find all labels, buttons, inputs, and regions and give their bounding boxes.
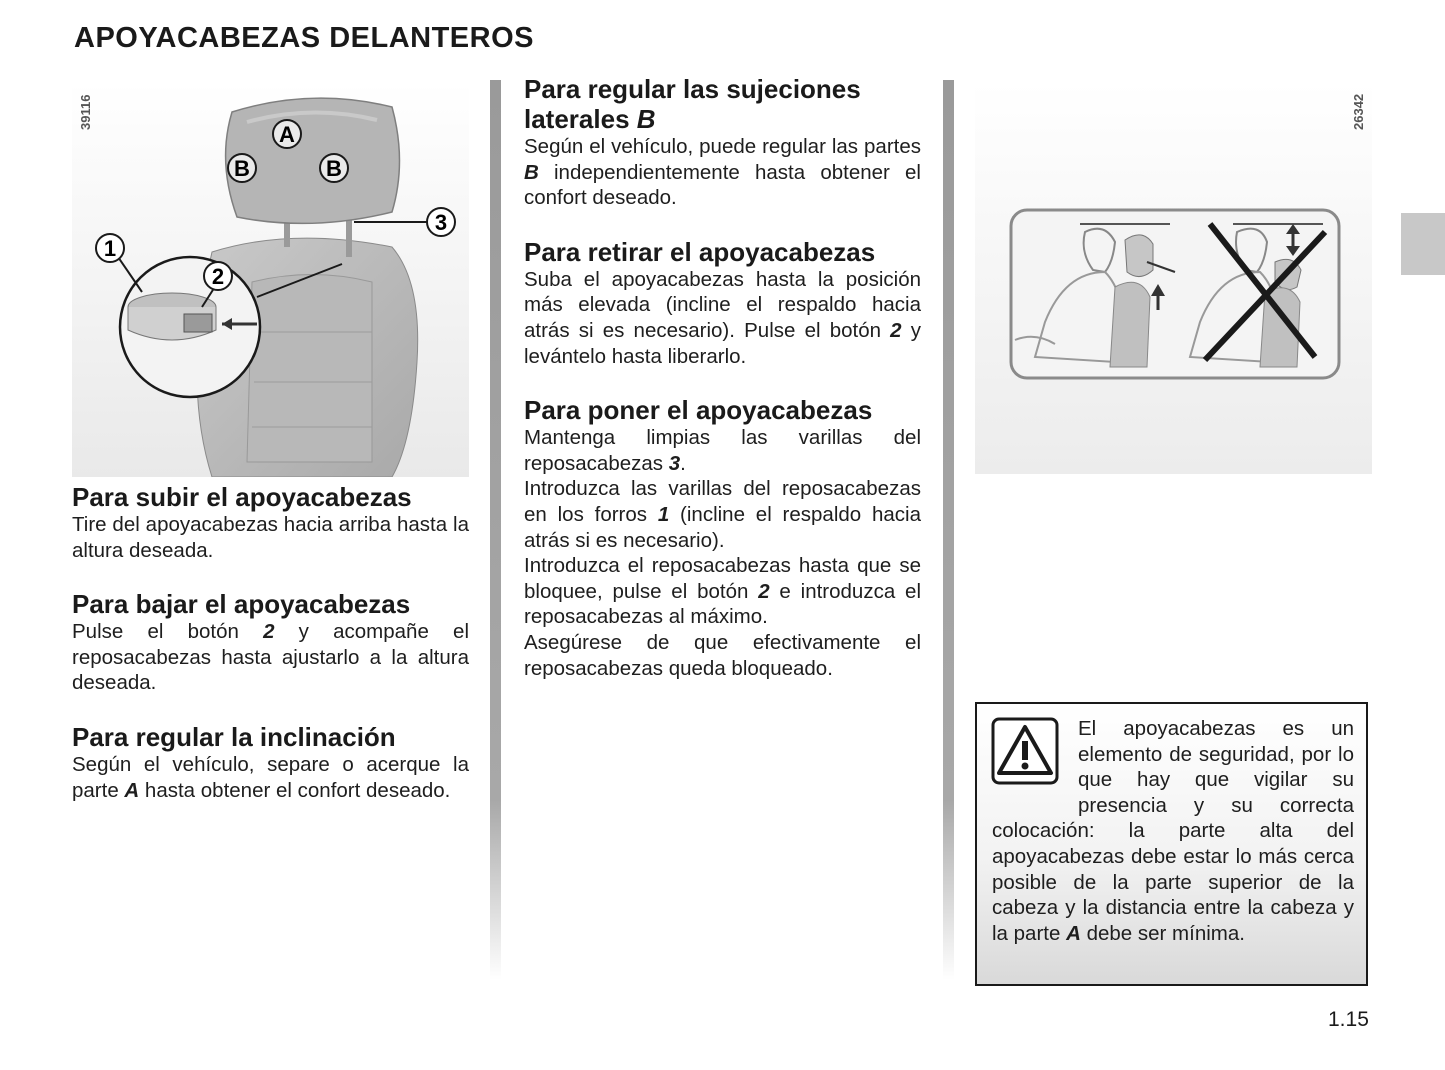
section-bajar-title: Para bajar el apoyacabezas — [72, 589, 411, 620]
section-subir-title: Para subir el apoyacabezas — [72, 482, 412, 512]
page-title: APOYACABEZAS DELANTEROS — [74, 22, 534, 54]
label-2: 2 — [211, 264, 225, 289]
warning-box — [975, 702, 1368, 986]
section-inclinacion-title: Para regular la inclinación — [72, 721, 396, 752]
figure-ref-right: 26342 — [1351, 93, 1366, 130]
section-poner-text-1: Mantenga limpias las varillas del reposacabezas 3. — [524, 426, 921, 475]
label-b-left: B — [234, 156, 250, 181]
figure-ref-left: 39116 — [78, 94, 93, 130]
section-retirar-title: Para retirar el apoyacabezas — [524, 236, 876, 267]
column-left — [72, 482, 469, 829]
section-laterales-text: Según el vehículo, puede regular las partes B independientemente hasta obtener el confort deseado. — [524, 135, 921, 210]
column-separator-left — [490, 80, 501, 980]
label-b-right: B — [326, 156, 342, 181]
section-poner-text-4: Asegúrese de que efectivamente el reposacabezas queda bloqueado. — [524, 630, 921, 680]
column-middle — [524, 74, 921, 707]
column-separator-right — [943, 80, 954, 980]
section-laterales-title: Para regular las sujeciones laterales B — [524, 74, 861, 134]
chapter-tab — [1401, 213, 1445, 275]
warning-text: El apoyacabezas es un elemento de seguridad, por lo que hay que vigilar su presencia y su correcta colocación: la parte alta del apoyacabezas debe estar lo más cerca posible de la parte superior de la cabeza y la distancia entre la cabeza y la parte A debe ser mínima. — [992, 717, 1354, 945]
headrest-position-illustration — [975, 82, 1372, 474]
label-a: A — [279, 122, 295, 147]
page-number: 1.15 — [1328, 1008, 1369, 1031]
section-bajar — [72, 589, 469, 696]
section-bajar-text: Pulse el botón 2 y acompañe el reposacabezas hasta ajustarlo a la altura deseada. — [72, 620, 469, 695]
section-inclinacion-text: Según el vehículo, separe o acerque la parte A hasta obtener el confort deseado. — [72, 752, 469, 802]
section-subir-text: Tire del apoyacabezas hacia arriba hasta la altura deseada. — [72, 513, 469, 562]
label-3: 3 — [434, 210, 448, 235]
section-retirar-text: Suba el apoyacabezas hasta la posición más elevada (incline el respaldo hacia atrás si es necesario). Pulse el botón 2 y levántelo hasta liberarlo. — [524, 267, 921, 368]
section-retirar — [524, 237, 921, 369]
section-poner-text-3: Introduzca el reposacabezas hasta que se bloquee, pulse el botón 2 e introduzca el reposacabezas al máximo. — [524, 554, 922, 629]
section-poner — [524, 395, 921, 681]
label-1: 1 — [103, 236, 117, 261]
section-inclinacion — [72, 722, 469, 803]
section-poner-text-2: Introduzca las varillas del reposacabezas en los forros 1 (incline el respaldo hacia atrás si es necesario). — [524, 477, 921, 552]
warning-triangle-icon — [991, 717, 1059, 785]
section-laterales — [524, 74, 921, 211]
section-subir — [72, 482, 469, 563]
headrest-illustration — [72, 82, 469, 477]
section-poner-title: Para poner el apoyacabezas — [524, 395, 873, 426]
